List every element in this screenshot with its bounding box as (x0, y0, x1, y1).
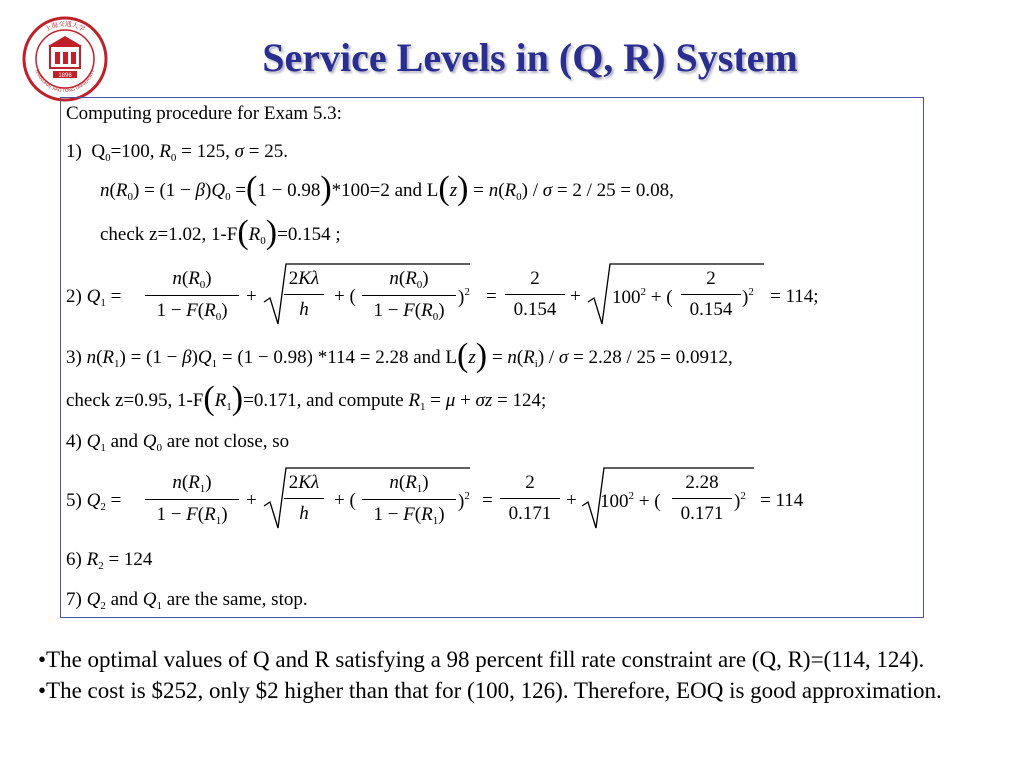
bullet-item: •The cost is $252, only $2 higher than that for (100, 126). Therefore, EOQ is good approximation. (38, 678, 942, 703)
step5-equals: = (482, 490, 493, 511)
step3-line2: check z=0.95, $1-F(R_1)=0.171$, and compute $R_1 = \mu + \sigma z = 124$; (66, 380, 547, 417)
svg-text:上海交通大学: 上海交通大学 (44, 20, 86, 34)
step5-paren-open: + ( (334, 490, 356, 511)
step5-frac4: $\frac{2}{0.171}$ (500, 472, 560, 525)
step2-result: = 114; (770, 286, 819, 307)
step5-plus: + (246, 490, 257, 511)
step5-plus2: + (566, 490, 577, 511)
step7-line: 7) $Q_2$ and $Q_1$ are the same, stop. (66, 589, 308, 612)
step2-plus2: + (570, 286, 581, 307)
step5-frac2: $\frac{2K\lambda}{h}$ (284, 472, 324, 525)
step5-frac1: $\frac{n(R_1)}{1 - F(R_1)}$ (145, 472, 239, 527)
step2-frac5: $\frac{2}{0.154}$ (681, 268, 741, 321)
step2-paren-close2: )$^2$ (742, 286, 754, 308)
step1-line2: $n(R_0) = (1 - \beta)Q_0 =(1 - 0.98)*100=2$ and $L(z) = n(R_0) / \sigma = 2 / 25 = 0.08$, (100, 170, 674, 207)
step1-line3: check z=1.02, $1-F(R_0)=0.154$ ; (100, 214, 341, 251)
step2-plus: + (246, 286, 257, 307)
step2-frac4: $\frac{2}{0.154}$ (505, 268, 565, 321)
step5-result: = 114 (760, 490, 804, 511)
step2-equals: = (486, 286, 497, 307)
svg-text:1896: 1896 (58, 73, 72, 79)
step5-paren-close2: )$^2$ (734, 490, 746, 512)
step2-frac2: $\frac{2K\lambda}{h}$ (284, 268, 324, 321)
step6-line: 6) $R_2 = 124$ (66, 549, 153, 572)
step2-frac1: $\frac{n(R_0)}{1 - F(R_0)}$ (145, 268, 239, 323)
bullet-list (38, 644, 998, 706)
step2-paren-open: + ( (334, 286, 356, 307)
step5-100sq: $100^2$ + ( (600, 490, 661, 512)
step2-paren-close: )$^2$ (458, 286, 470, 308)
step5-frac3: $\frac{n(R_1)}{1 - F(R_1)}$ (362, 472, 456, 527)
svg-text:SHANGHAI JIAO TONG UNIVERSITY: SHANGHAI JIAO TONG UNIVERSITY (34, 68, 96, 94)
step1-line1: 1) $Q_0=100$, $R_0 = 125$, σ = 25. (66, 141, 288, 164)
step5-frac5: $\frac{2.28}{0.171}$ (672, 472, 732, 525)
step4-line: 4) $Q_1$ and $Q_0$ are not close, so (66, 431, 290, 454)
procedure-heading: Computing procedure for Exam 5.3: (66, 103, 342, 124)
step2-label: 2) $Q_1$ = (66, 286, 122, 309)
bullet-item: •The optimal values of Q and R satisfying a 98 percent fill rate constraint are (Q, R)=(114, 124). (38, 647, 925, 672)
slide-title: Service Levels in (Q, R) System (262, 35, 798, 80)
step5-label: 5) $Q_2$ = (66, 490, 122, 513)
step3-line1: 3) $n(R_1) = (1 - \beta)Q_1 = (1 - 0.98) *114 = 2.28$ and $L(z) = n(R_i) / \sigma = 2.28 / 25 = 0.0912$, (66, 337, 733, 374)
step2-frac3: $\frac{n(R_0)}{1 - F(R_0)}$ (362, 268, 456, 323)
step5-paren-close: )$^2$ (458, 490, 470, 512)
step2-100sq: $100^2$ + ( (612, 286, 673, 308)
